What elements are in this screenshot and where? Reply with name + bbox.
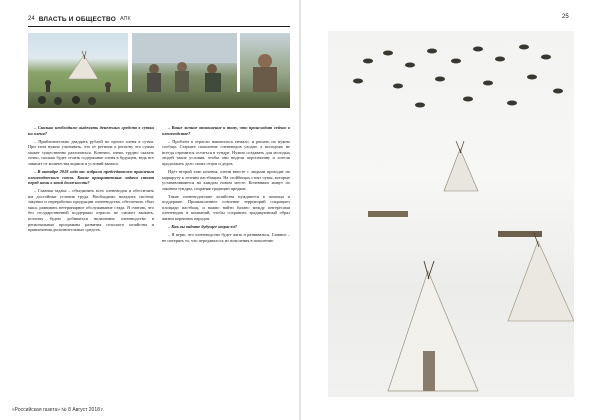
page-gutter bbox=[299, 0, 301, 420]
photo-strip-people-graphic bbox=[28, 92, 290, 108]
answer-2: – Главная задача – объединить всех оленеводов и обеспечить им достойные условия труда. Необходимо наладить систему закупки и переработки продукции оленеводства, обеспечить сбыт мяса, развивать ветеринарное обслуживание стада. Я считаю, что без государственной поддержки отрасль не сможет выжить, поэтому будем добиваться включения оленеводства в региональные программы развития сельского хозяйства и привлечения дополнительных средств. bbox=[28, 188, 154, 233]
header-rule bbox=[28, 26, 290, 27]
question-1: – Сколько необходимо выделять денежных средств в сутки на оленя? bbox=[28, 125, 154, 136]
photo-reindeer-camp bbox=[328, 31, 574, 397]
question-2: – В октябре 2018 года вас избрали председателем правления оленеводческого союза. Какие приоритетные задачи стоят перед вами в этой должности? bbox=[28, 168, 154, 186]
page-header bbox=[28, 14, 290, 24]
section-title: ВЛАСТЬ И ОБЩЕСТВО bbox=[38, 15, 116, 23]
answer-1: – Приблизительно двадцать рублей на одного оленя в сутки. При этом нужно учитывать, что от региона к региону эта сумма может существенно различаться. Конечно, очень трудно сказать точно, сколько будет стоить содержание оленя в будущем, ведь все зависит от количества кормов и условий выпаса. bbox=[28, 138, 154, 166]
photo-strip-people bbox=[28, 92, 290, 108]
photo-reindeer-camp-graphic bbox=[328, 31, 574, 397]
article-column-left bbox=[28, 125, 154, 385]
page-number-left: 24 bbox=[28, 16, 35, 22]
page-footer: «Российская газета» № 8 Август 2018 г. bbox=[12, 407, 104, 413]
answer-4: – Я верю, что оленеводство будет жить и развиваться. Главное – не потерять то, что передавалось из поколения в поколение. bbox=[162, 232, 290, 243]
page-number-right: 25 bbox=[562, 14, 569, 20]
section-subtitle: АПК bbox=[119, 16, 131, 22]
body-paragraph-2: Такие оленеводческие хозяйства нуждаются в помощи и поддержке. Промышленное освоение территорий сокращает площади пастбищ, и важно найти баланс между интересами оленеводов и компаний, чтобы сохранить традиционный образ жизни коренных народов. bbox=[162, 193, 290, 222]
article-column-right bbox=[162, 125, 290, 385]
question-4: – Как вы видите будущее отрасли? bbox=[168, 224, 237, 230]
body-paragraph-1: Идёт второй этап кочевья, олени вместе с людьми проходят по маршруту к летним пастбищам. На стойбищах стоят чумы, которые устанавливаются на каждом новом месте. Кочевники живут по законам тундры, сохраняя традиции предков. bbox=[162, 168, 290, 191]
answer-3: – Проблем в отрасли накопилось немало, и решать их нужно сообща. Старшее поколение оленеводов уходит, а молодежь не всегда стремится остаться в тундре. Нужно создавать для молодых людей такие условия, чтобы они видели перспективу и хотели продолжать дело своих отцов и дедов. bbox=[162, 138, 290, 166]
question-3: – Ваше личное отношение к тому, что происходит сейчас в оленеводстве? bbox=[162, 125, 290, 136]
